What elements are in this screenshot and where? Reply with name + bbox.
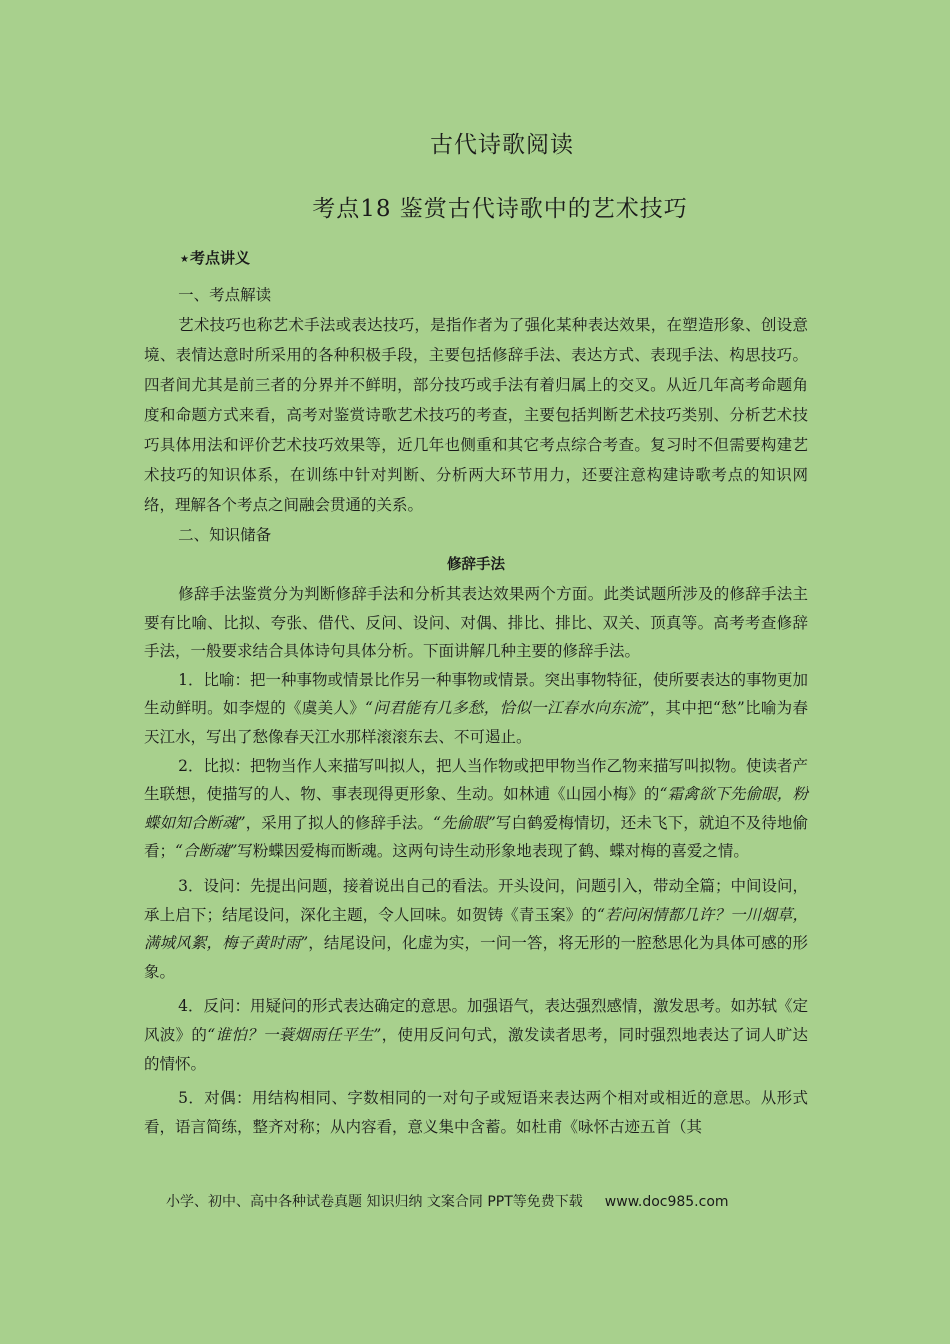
page-title: 古代诗歌阅读 [430,132,574,158]
star-icon: ★ [180,254,189,265]
footer-text: 小学、初中、高中各种试卷真题 知识归纳 文案合同 PPT等免费下载 [166,1194,583,1210]
body-text [144,280,808,1141]
part2-heading: 二、知识储备 [178,526,272,544]
footer [166,1191,729,1211]
part1-heading: 一、考点解读 [178,286,272,304]
item-antithesis: 5．对偶：用结构相同、字数相同的一对句子或短语来表达两个相对或相近的意思。从形式看，语言简练，整齐对称；从内容看，意义集中含蓄。如杜甫《咏怀古迹五首（其 [144,1089,808,1136]
section-heading: ★考点讲义 [180,249,250,267]
rhetoric-heading: 修辞手法 [447,557,505,573]
part1-paragraph: 艺术技巧也称艺术手法或表达技巧，是指作者为了强化某种表达效果，在塑造形象、创设意境、表情达意时所采用的各种积极手段，主要包括修辞手法、表达方式、表现手法、构思技巧。四者间尤其是前三者的分界并不鲜明，部分技巧或手法有着归属上的交叉。从近几年高考命题角度和命题方式来看，高考对鉴赏诗歌艺术技巧的考查，主要包括判断艺术技巧类别、分析艺术技巧具体用法和评价艺术技巧效果等，近几年也侧重和其它考点综合考查。复习时不但需要构建艺术技巧的知识体系，在训练中针对判断、分析两大环节用力，还要注意构建诗歌考点的知识网络，理解各个考点之间融会贯通的关系。 [144,316,808,514]
item-rhetorical-question: 3．设问：先提出问题，接着说出自己的看法。开头设问，问题引入，带动全篇；中间设问，承上启下；结尾设问，深化主题，令人回味。如贺铸《青玉案》的“若问闲情都几许？一川烟草，满城风絮，梅子黄时雨”，结尾设问，化虚为实，一问一答，将无形的一腔愁思化为具体可感的形象。 [144,876,808,981]
rhetoric-intro: 修辞手法鉴赏分为判断修辞手法和分析其表达效果两个方面。此类试题所涉及的修辞手法主要有比喻、比拟、夸张、借代、反问、设问、对偶、排比、排比、双关、顶真等。高考考查修辞手法，一般要求结合具体诗句具体分析。下面讲解几种主要的修辞手法。 [144,585,808,661]
item-metaphor: 1．比喻：把一种事物或情景比作另一种事物或情景。突出事物特征，使所要表达的事物更加生动鲜明。如李煜的《虞美人》“问君能有几多愁，恰似一江春水向东流”，其中把“愁”比喻为春天江水，写出了愁像春天江水那样滚滚东去、不可遏止。 [144,670,808,746]
item-counter-question: 4．反问：用疑问的形式表达确定的意思。加强语气，表达强烈感情，激发思考。如苏轼《定风波》的“谁怕？一蓑烟雨任平生”，使用反问句式，激发读者思考，同时强烈地表达了词人旷达的情怀。 [144,997,808,1073]
footer-link[interactable]: www.doc985.com [604,1194,729,1210]
item-personification: 2．比拟：把物当作人来描写叫拟人，把人当作物或把甲物当作乙物来描写叫拟物。使读者产生联想，使描写的人、物、事表现得更形象、生动。如林逋《山园小梅》的“霜禽欲下先偷眼，粉蝶如知合断魂”，采用了拟人的修辞手法。“先偷眼”写白鹤爱梅情切，还未飞下，就迫不及待地偷看；“合断魂”写粉蝶因爱梅而断魂。这两句诗生动形象地表现了鹤、蝶对梅的喜爱之情。 [144,756,808,861]
page-subtitle: 考点18 鉴赏古代诗歌中的艺术技巧 [312,196,688,222]
